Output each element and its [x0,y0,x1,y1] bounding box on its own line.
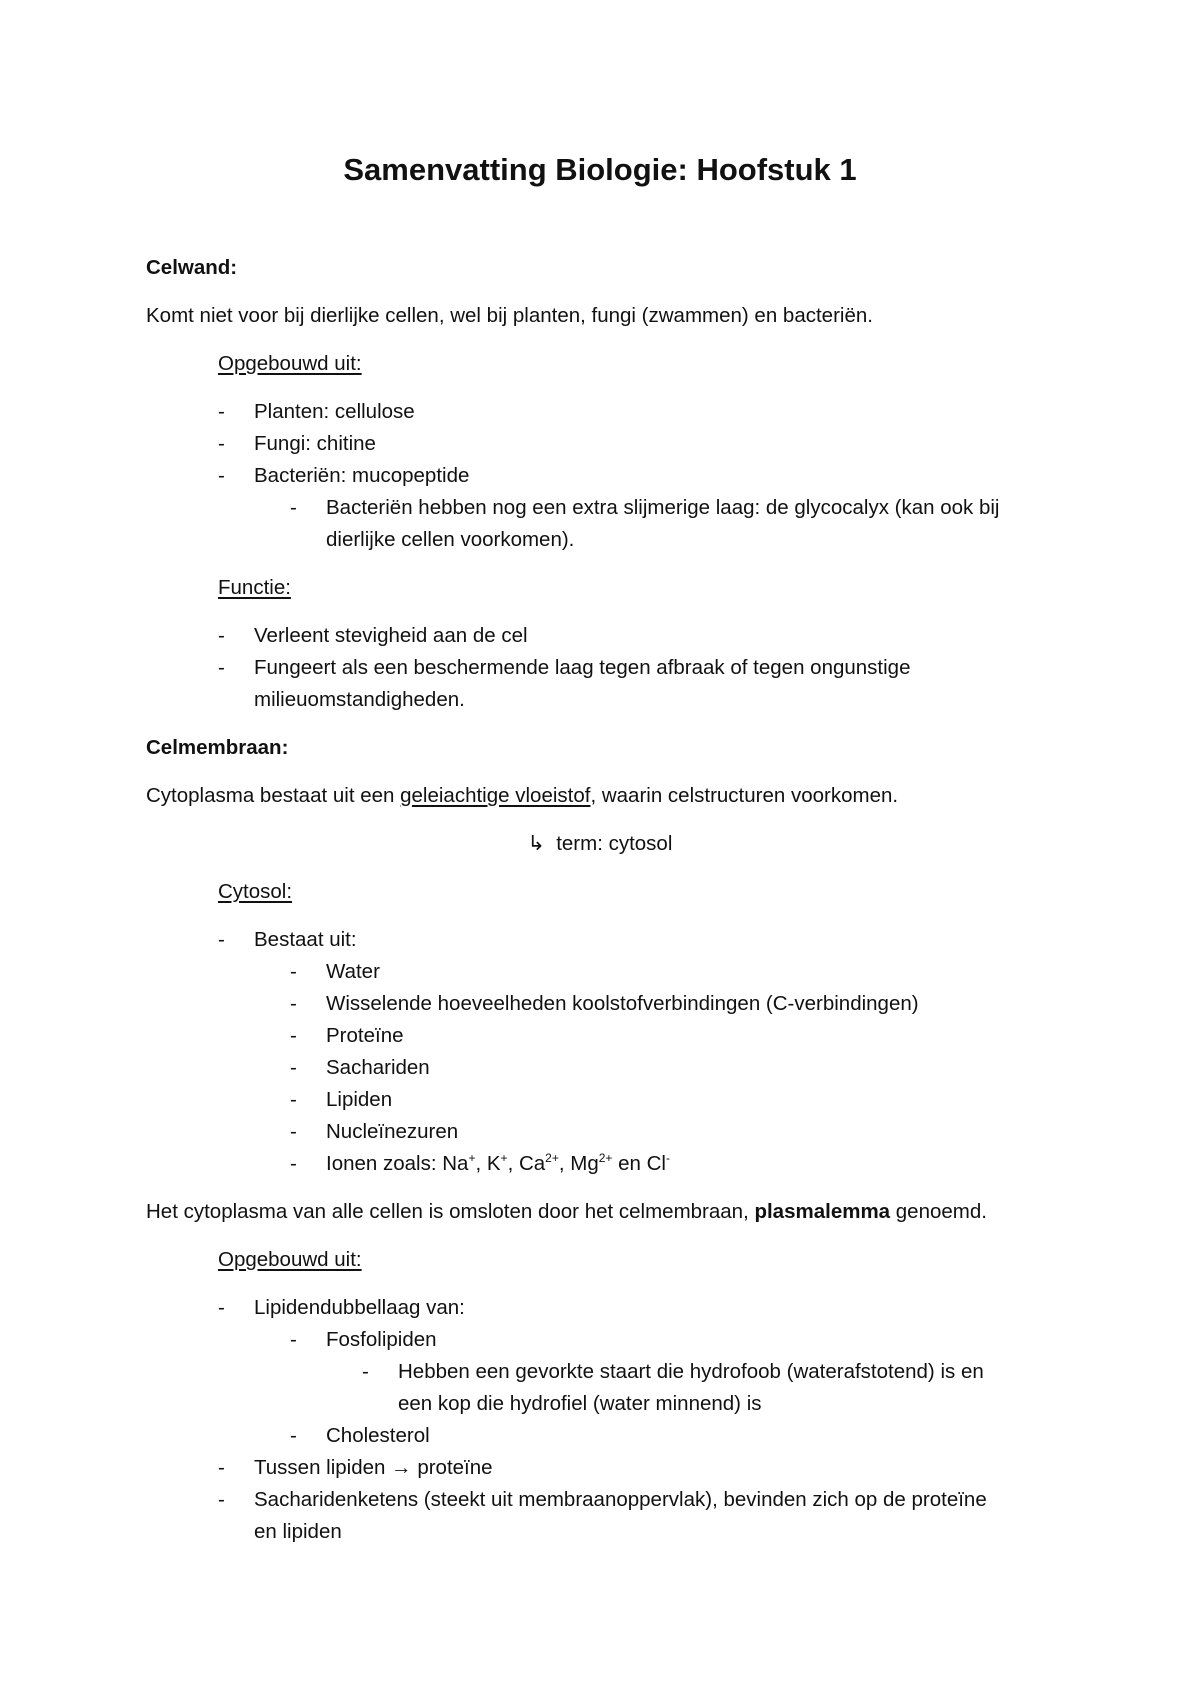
cytoplasma-sentence [146,782,898,810]
list-item: Tussen lipiden → proteïne [254,1456,493,1479]
list-item-continued: en lipiden [254,1520,342,1543]
bullet-dash: - [218,1296,225,1319]
ions-text: , Mg [558,1152,599,1175]
plasmalemma-sentence [146,1198,987,1226]
bullet-dash: - [218,400,225,423]
list-item-continued: milieuomstandigheden. [254,688,465,711]
ion-charge: + [468,1151,476,1165]
list-item: Fungeert als een beschermende laag tegen afbraak of tegen ongunstige [254,656,911,679]
sub-sub-list-item: Hebben een gevorkte staart die hydrofoob (waterafstotend) is en [398,1360,984,1383]
bullet-dash: - [290,992,297,1015]
bullet-dash: - [218,464,225,487]
bullet-dash: - [218,624,225,647]
subheading-cytosol: Cytosol: [218,880,293,903]
ion-charge: 2+ [545,1151,559,1165]
ions-text: , K [475,1152,501,1175]
list-item: Bacteriën: mucopeptide [254,464,470,487]
bullet-dash: - [290,1056,297,1079]
sub-list-item: Bacteriën hebben nog een extra slijmerige laag: de glycocalyx (kan ook bij [326,496,1000,519]
list-item: Lipidendubbellaag van: [254,1296,465,1319]
term-line [0,830,1200,858]
celwand-intro: Komt niet voor bij dierlijke cellen, wel bij planten, fungi (zwammen) en bacteriën. [146,304,873,327]
bullet-dash: - [290,960,297,983]
list-item: Bestaat uit: [254,928,357,951]
list-item: Verleent stevigheid aan de cel [254,624,528,647]
bullet-dash: - [290,1152,297,1175]
cytoplasma-text-end: , waarin celstructuren voorkomen. [590,784,899,807]
sub-list-item: Proteïne [326,1024,404,1047]
sub-list-item: Nucleïnezuren [326,1120,459,1143]
subheading-opgebouwd-celmembraan: Opgebouwd uit: [218,1248,362,1271]
page-title: Samenvatting Biologie: Hoofstuk 1 [343,152,857,187]
ions-text: , Ca [507,1152,546,1175]
bullet-dash: - [218,1488,225,1511]
cytoplasma-text-start: Cytoplasma bestaat uit een [146,784,401,807]
sub-list-item-ions [326,1150,670,1178]
bullet-dash: - [218,656,225,679]
bold-term-plasmalemma: plasmalemma [754,1200,891,1223]
subheading-opgebouwd-celwand: Opgebouwd uit: [218,352,362,375]
ion-charge: + [500,1151,508,1165]
bullet-dash: - [218,928,225,951]
bullet-dash: - [290,1024,297,1047]
sub-sub-list-item-continued: een kop die hydrofiel (water minnend) is [398,1392,762,1415]
section-heading-celwand: Celwand: [146,256,238,279]
bullet-dash: - [290,496,297,519]
bullet-dash: - [290,1328,297,1351]
bullet-dash: - [218,432,225,455]
ion-charge: - [665,1151,670,1165]
list-item: Sacharidenketens (steekt uit membraanoppervlak), bevinden zich op de proteïne [254,1488,987,1511]
list-item: Fungi: chitine [254,432,376,455]
ions-text: Ionen zoals: Na [326,1152,469,1175]
bullet-dash: - [218,1456,225,1479]
list-item: Planten: cellulose [254,400,415,423]
sub-list-item: Wisselende hoeveelheden koolstofverbindingen (C-verbindingen) [326,992,919,1015]
sub-list-item: Water [326,960,380,983]
plasmalemma-text-end: genoemd. [890,1200,987,1223]
term-cytosol: term: cytosol [556,832,673,855]
return-arrow-icon: ↳ [527,832,545,855]
sub-list-item: Lipiden [326,1088,393,1111]
sub-list-item: Sachariden [326,1056,430,1079]
bullet-dash: - [290,1088,297,1111]
section-heading-celmembraan: Celmembraan: [146,736,289,759]
bullet-dash: - [290,1424,297,1447]
ions-text: en Cl [612,1152,666,1175]
plasmalemma-text-start: Het cytoplasma van alle cellen is omsloten door het celmembraan, [146,1200,755,1223]
bullet-dash: - [362,1360,369,1383]
ion-charge: 2+ [598,1151,613,1165]
sub-list-item: Fosfolipiden [326,1328,437,1351]
sub-list-item: Cholesterol [326,1424,430,1447]
sub-list-item-continued: dierlijke cellen voorkomen). [326,528,575,551]
subheading-functie: Functie: [218,576,291,599]
bullet-dash: - [290,1120,297,1143]
underlined-term-geleiachtige-vloeistof: geleiachtige vloeistof [400,784,591,807]
